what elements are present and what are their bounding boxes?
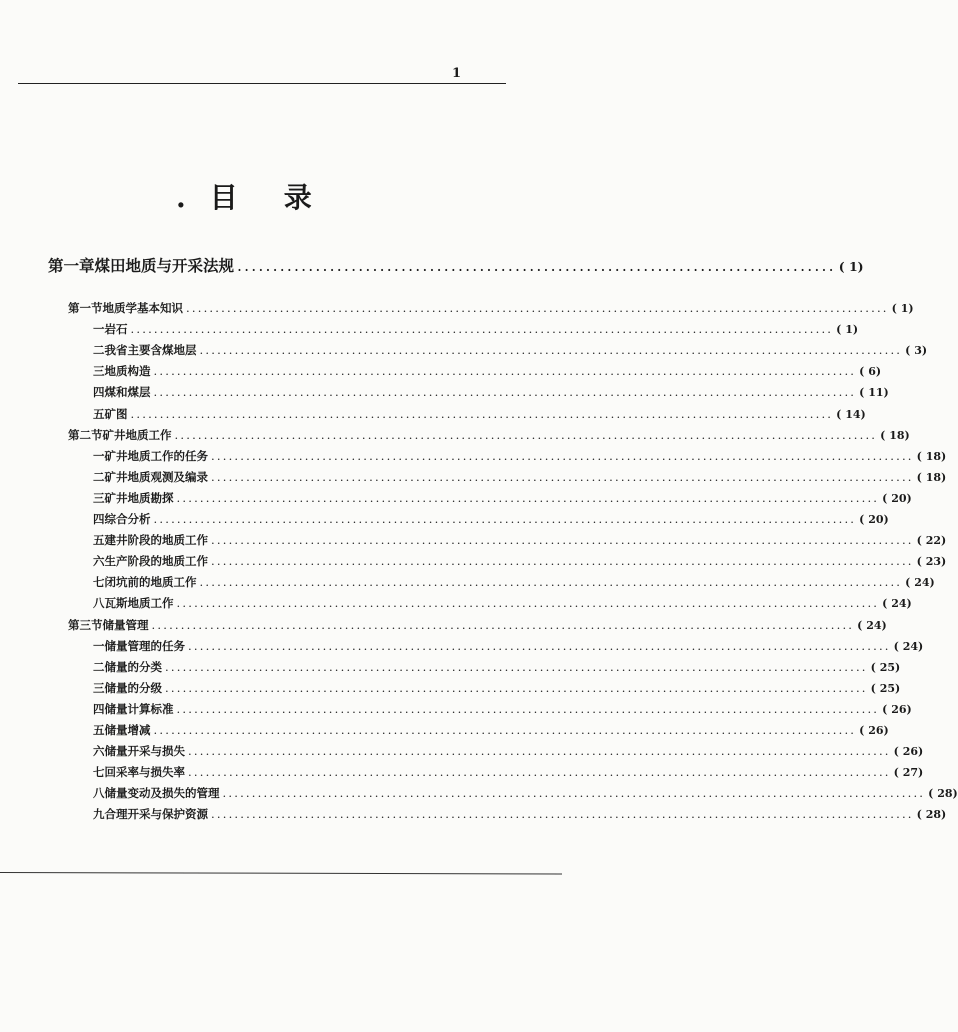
toc-item[interactable] <box>93 490 912 506</box>
entry-page: ( 24) <box>857 618 887 632</box>
entry-number: 五 <box>93 723 105 737</box>
entry-number: 七 <box>93 575 105 590</box>
entry-label: 储量增减 <box>104 723 151 737</box>
entry-label: 生产阶段的地质工作 <box>104 554 208 569</box>
toc-item[interactable] <box>93 764 924 780</box>
entry-label: 岩石 <box>104 322 128 337</box>
entry-page: ( 18) <box>916 470 947 484</box>
toc-item[interactable] <box>93 511 889 527</box>
toc-item[interactable] <box>93 384 889 400</box>
title-dot: . <box>176 181 188 214</box>
title-char-2: 录 <box>283 181 314 214</box>
toc-section[interactable] <box>68 300 914 316</box>
entry-page: ( 22) <box>916 534 947 548</box>
entry-number: 二 <box>93 469 105 484</box>
dot-leader: ........................................................................................................................ <box>199 575 903 590</box>
entry-label: 地质构造 <box>104 364 151 379</box>
toc-item[interactable] <box>93 553 947 569</box>
dot-leader: ........................................................................................................................ <box>176 701 880 716</box>
dot-leader: ........................................................................................................................ <box>186 301 889 315</box>
entry-number: 第三节 <box>68 617 103 632</box>
entry-label: 我省主要含煤地层 <box>104 343 197 358</box>
entry-page: ( 20) <box>882 491 912 505</box>
dot-leader: ........................................................................................................................ <box>188 744 891 759</box>
footer-rule <box>0 872 562 874</box>
page-title <box>176 176 314 216</box>
toc-section[interactable] <box>68 617 887 633</box>
header-rule <box>18 83 506 84</box>
entry-page: ( 28) <box>916 808 947 822</box>
entry-number: 三 <box>93 364 105 379</box>
dot-leader: ........................................................................................................................ <box>165 680 868 695</box>
entry-number: 二 <box>93 659 105 674</box>
entry-label: 煤和煤层 <box>104 385 151 400</box>
entry-label: 矿井地质工作 <box>102 427 172 442</box>
chapter-number: 第一章 <box>48 256 95 275</box>
entry-page: ( 3) <box>905 344 928 358</box>
toc-item[interactable] <box>93 743 924 759</box>
toc-item[interactable] <box>93 722 889 738</box>
entry-label: 矿井地质观测及编录 <box>104 469 208 484</box>
dot-leader: ........................................................................................................................ <box>151 617 855 632</box>
entry-number: 九 <box>93 807 105 822</box>
toc-item[interactable] <box>93 321 859 337</box>
entry-number: 二 <box>93 343 105 358</box>
toc-item[interactable] <box>93 363 882 379</box>
page-number: 1 <box>452 66 462 81</box>
entry-page: ( 1) <box>891 302 914 315</box>
dot-leader: ........................................................................................................................ <box>211 448 914 463</box>
entry-label: 储量开采与损失 <box>104 744 185 759</box>
entry-number: 第一节 <box>68 301 103 315</box>
entry-page: ( 20) <box>859 513 889 526</box>
dot-leader: ........................................................................................................................ <box>211 554 914 569</box>
entry-number: 四 <box>93 701 105 716</box>
toc-item[interactable] <box>93 574 935 590</box>
dot-leader: ........................................................................................................................ <box>188 765 891 780</box>
entry-label: 储量的分级 <box>104 680 162 695</box>
entry-label: 矿井地质勘探 <box>104 490 174 505</box>
entry-number: 四 <box>93 385 105 400</box>
toc-item[interactable] <box>93 638 924 654</box>
entry-label: 地质学基本知识 <box>102 301 183 315</box>
entry-page: ( 11) <box>859 386 889 400</box>
dot-leader: .................................................................................... <box>237 257 836 275</box>
entry-page: ( 14) <box>836 407 866 421</box>
entry-page: ( 24) <box>905 576 935 590</box>
dot-leader: ........................................................................................................................ <box>130 322 834 337</box>
entry-number: 五 <box>93 533 105 548</box>
dot-leader: ........................................................................................................................ <box>153 364 857 379</box>
entry-label: 建井阶段的地质工作 <box>104 533 208 548</box>
dot-leader: ........................................................................................................................ <box>153 512 857 526</box>
entry-label: 储量变动及损失的管理 <box>104 786 220 801</box>
dot-leader: ........................................................................................................................ <box>188 638 891 653</box>
toc-item[interactable] <box>93 469 947 485</box>
entry-number: 六 <box>93 554 105 569</box>
toc-item[interactable] <box>93 342 928 358</box>
entry-page: ( 24) <box>893 639 924 653</box>
entry-page: ( 1) <box>836 323 859 337</box>
dot-leader: ........................................................................................................................ <box>211 469 914 484</box>
toc-item[interactable] <box>93 680 901 696</box>
dot-leader: ........................................................................................................................ <box>222 786 926 801</box>
toc-chapter[interactable] <box>48 254 864 276</box>
dot-leader: ........................................................................................................................ <box>130 406 834 421</box>
toc-section[interactable] <box>68 427 910 443</box>
dot-leader: ........................................................................................................................ <box>174 427 878 442</box>
dot-leader: ........................................................................................................................ <box>176 490 880 505</box>
chapter-page: ( 1) <box>838 259 864 274</box>
dot-leader: ........................................................................................................................ <box>211 807 914 822</box>
toc-item[interactable] <box>93 701 912 717</box>
toc-item[interactable] <box>93 595 912 611</box>
entry-page: ( 26) <box>882 702 912 716</box>
toc-item[interactable] <box>93 659 901 675</box>
entry-label: 储量的分类 <box>104 659 162 674</box>
entry-number: 三 <box>93 490 105 505</box>
entry-number: 六 <box>93 744 105 759</box>
entry-page: ( 26) <box>893 745 924 759</box>
entry-label: 综合分析 <box>104 512 151 526</box>
dot-leader: ........................................................................................................................ <box>199 343 903 358</box>
entry-page: ( 18) <box>880 428 910 442</box>
title-char-1: 目 <box>209 181 240 214</box>
entry-label: 储量管理的任务 <box>104 638 185 653</box>
entry-number: 第二节 <box>68 427 103 442</box>
toc-item[interactable] <box>93 785 958 801</box>
dot-leader: ........................................................................................................................ <box>153 723 857 737</box>
dot-leader: ........................................................................................................................ <box>153 385 857 400</box>
chapter-label: 煤田地质与开采法规 <box>94 256 235 275</box>
entry-label: 闭坑前的地质工作 <box>104 575 197 590</box>
entry-label: 储量计算标准 <box>104 701 174 716</box>
entry-page: ( 28) <box>928 787 958 801</box>
entry-number: 一 <box>93 638 105 653</box>
dot-leader: ........................................................................................................................ <box>211 533 914 548</box>
entry-label: 储量管理 <box>102 617 149 632</box>
entry-label: 矿井地质工作的任务 <box>104 448 208 463</box>
entry-page: ( 24) <box>882 597 912 611</box>
entry-number: 一 <box>93 322 105 337</box>
entry-label: 矿图 <box>104 406 128 421</box>
entry-page: ( 6) <box>859 365 882 379</box>
toc-item[interactable] <box>93 448 947 464</box>
entry-page: ( 27) <box>893 766 924 780</box>
toc-item[interactable] <box>93 406 866 422</box>
entry-number: 五 <box>93 406 105 421</box>
entry-label: 回采率与损失率 <box>104 765 185 780</box>
entry-page: ( 25) <box>870 681 901 695</box>
entry-number: 三 <box>93 680 105 695</box>
entry-label: 合理开采与保护资源 <box>104 807 208 822</box>
entry-page: ( 26) <box>859 724 889 737</box>
entry-page: ( 18) <box>916 449 947 463</box>
entry-number: 七 <box>93 765 105 780</box>
entry-page: ( 25) <box>870 660 901 674</box>
dot-leader: ........................................................................................................................ <box>176 596 880 611</box>
entry-number: 八 <box>93 596 105 611</box>
entry-label: 瓦斯地质工作 <box>104 596 174 611</box>
entry-number: 四 <box>93 512 105 526</box>
toc-item[interactable] <box>93 806 947 822</box>
toc-item[interactable] <box>93 532 947 548</box>
entry-number: 八 <box>93 786 105 801</box>
dot-leader: ........................................................................................................................ <box>165 659 868 674</box>
entry-number: 一 <box>93 448 105 463</box>
entry-page: ( 23) <box>916 555 947 569</box>
